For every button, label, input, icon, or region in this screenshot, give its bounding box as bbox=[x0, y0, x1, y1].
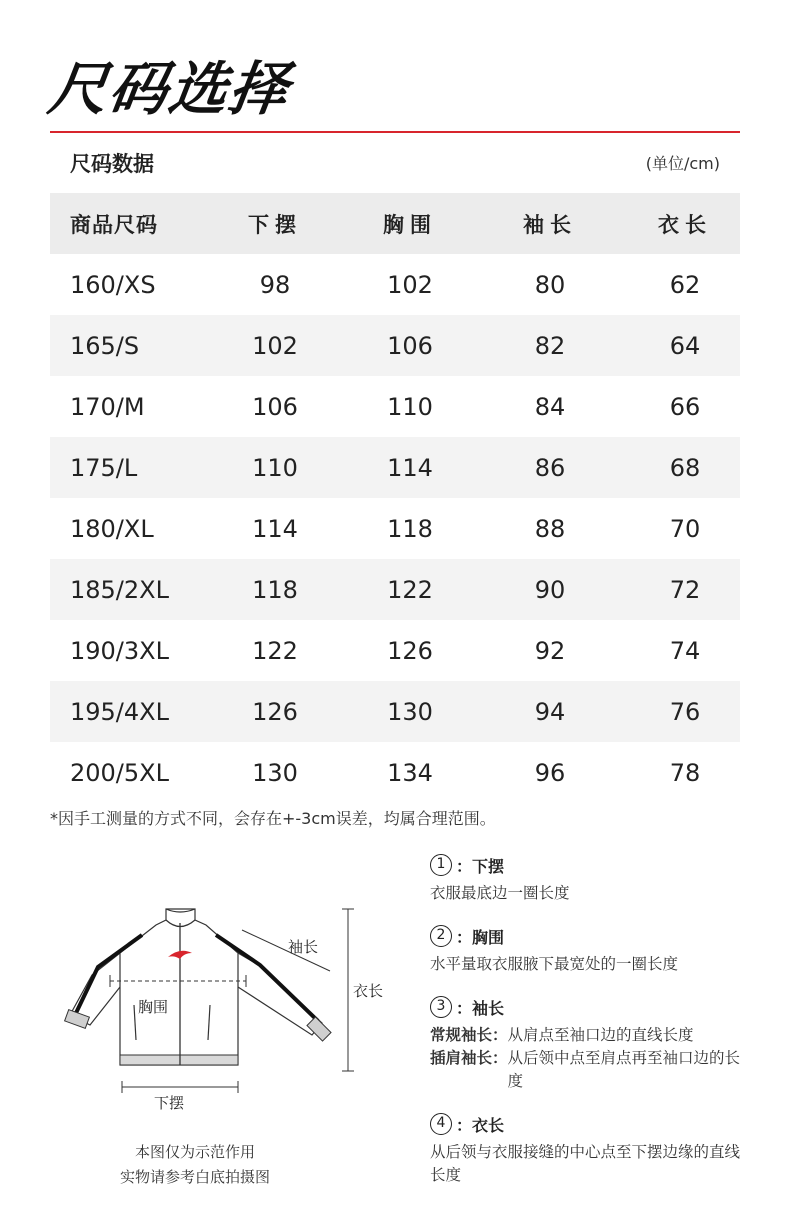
cell-size: 195/4XL bbox=[70, 697, 169, 726]
cell-sleeve: 86 bbox=[534, 453, 566, 482]
label-chest: 胸围 bbox=[138, 998, 169, 1016]
cell-sleeve: 96 bbox=[534, 758, 566, 787]
legend-item-hem bbox=[430, 852, 750, 905]
table-row bbox=[50, 559, 740, 620]
header-size: 商品尺码 bbox=[70, 212, 158, 237]
cell-chest: 106 bbox=[387, 331, 433, 360]
cell-size: 175/L bbox=[70, 453, 138, 482]
cell-hem: 102 bbox=[252, 331, 298, 360]
cell-size: 185/2XL bbox=[70, 575, 169, 604]
cell-size: 165/S bbox=[70, 331, 140, 360]
legend-desc: 水平量取衣服腋下最宽处的一圈长度 bbox=[430, 955, 679, 973]
measurement-legend bbox=[430, 852, 750, 1205]
table-row bbox=[50, 681, 740, 742]
left-cuff bbox=[65, 1010, 90, 1029]
cell-chest: 114 bbox=[387, 453, 433, 482]
cell-length: 78 bbox=[669, 758, 701, 787]
cell-hem: 98 bbox=[259, 270, 291, 299]
legend-desc: 衣服最底边一圈长度 bbox=[430, 884, 570, 902]
header-length: 衣长 bbox=[658, 212, 712, 237]
cell-hem: 122 bbox=[252, 636, 298, 665]
legend-item-length bbox=[430, 1111, 750, 1187]
cell-chest: 102 bbox=[387, 270, 433, 299]
table-row bbox=[50, 376, 740, 437]
cell-sleeve: 88 bbox=[534, 514, 566, 543]
subline-value: 从后领中点至肩点再至袖口边的长度 bbox=[507, 1049, 741, 1090]
size-table bbox=[50, 193, 740, 803]
hem-band bbox=[120, 1055, 238, 1065]
legend-subline bbox=[430, 1047, 750, 1093]
cell-length: 62 bbox=[669, 270, 701, 299]
section-title: 尺码数据 bbox=[70, 152, 154, 176]
cell-sleeve: 82 bbox=[534, 331, 566, 360]
subline-value: 从肩点至袖口边的直线长度 bbox=[507, 1026, 694, 1044]
brand-logo bbox=[168, 951, 192, 959]
unit-label: (单位/cm) bbox=[645, 154, 720, 173]
cell-hem: 110 bbox=[252, 453, 298, 482]
legend-title: ：胸围 bbox=[456, 927, 505, 947]
cell-sleeve: 92 bbox=[534, 636, 566, 665]
jacket-diagram bbox=[50, 895, 400, 1120]
measurement-note: *因手工测量的方式不同，会存在+-3cm误差，均属合理范围。 bbox=[50, 809, 496, 828]
table-row bbox=[50, 620, 740, 681]
cell-size: 190/3XL bbox=[70, 636, 169, 665]
cell-hem: 126 bbox=[252, 697, 298, 726]
table-header bbox=[50, 193, 740, 254]
legend-subline bbox=[430, 1024, 750, 1047]
table-row bbox=[50, 315, 740, 376]
number-badge: 2 bbox=[430, 925, 452, 947]
cell-length: 64 bbox=[669, 331, 701, 360]
legend-desc: 从后领与衣服接缝的中心点至下摆边缘的直线长度 bbox=[430, 1143, 741, 1184]
cell-sleeve: 94 bbox=[534, 697, 566, 726]
legend-item-sleeve bbox=[430, 994, 750, 1093]
cell-size: 160/XS bbox=[70, 270, 156, 299]
table-row bbox=[50, 254, 740, 315]
legend-title: ：袖长 bbox=[456, 998, 505, 1018]
header-sleeve: 袖长 bbox=[523, 212, 577, 237]
cell-length: 76 bbox=[669, 697, 701, 726]
number-badge: 3 bbox=[430, 996, 452, 1018]
label-sleeve: 袖长 bbox=[288, 938, 319, 956]
right-cuff bbox=[307, 1017, 331, 1041]
caption-line: 实物请参考白底拍摄图 bbox=[119, 1168, 270, 1186]
cell-hem: 106 bbox=[252, 392, 298, 421]
header-chest: 胸围 bbox=[383, 212, 437, 237]
table-row bbox=[50, 742, 740, 803]
caption-line: 本图仅为示范作用 bbox=[134, 1143, 255, 1161]
cell-sleeve: 80 bbox=[534, 270, 566, 299]
legend-title: ：下摆 bbox=[456, 856, 505, 876]
number-badge: 1 bbox=[430, 854, 452, 876]
cell-length: 74 bbox=[669, 636, 701, 665]
number-badge: 4 bbox=[430, 1113, 452, 1135]
cell-size: 200/5XL bbox=[70, 758, 169, 787]
header-hem: 下摆 bbox=[248, 212, 302, 237]
table-row bbox=[50, 437, 740, 498]
cell-chest: 126 bbox=[387, 636, 433, 665]
legend-title: ：衣长 bbox=[456, 1115, 505, 1135]
subline-key: 常规袖长： bbox=[430, 1026, 508, 1044]
subline-key: 插肩袖长： bbox=[430, 1049, 508, 1067]
cell-chest: 122 bbox=[387, 575, 433, 604]
diagram-caption bbox=[95, 1140, 295, 1190]
cell-chest: 130 bbox=[387, 697, 433, 726]
cell-chest: 110 bbox=[387, 392, 433, 421]
label-length: 衣长 bbox=[353, 982, 384, 1000]
cell-size: 170/M bbox=[70, 392, 145, 421]
cell-chest: 134 bbox=[387, 758, 433, 787]
cell-size: 180/XL bbox=[70, 514, 154, 543]
title-divider bbox=[50, 131, 740, 133]
cell-length: 66 bbox=[669, 392, 701, 421]
legend-item-chest bbox=[430, 923, 750, 976]
cell-chest: 118 bbox=[387, 514, 433, 543]
label-hem: 下摆 bbox=[154, 1094, 185, 1112]
cell-sleeve: 90 bbox=[534, 575, 566, 604]
cell-length: 68 bbox=[669, 453, 701, 482]
cell-length: 70 bbox=[669, 514, 701, 543]
page-title: 尺码选择 bbox=[44, 55, 295, 123]
cell-hem: 118 bbox=[252, 575, 298, 604]
table-row bbox=[50, 498, 740, 559]
cell-hem: 130 bbox=[252, 758, 298, 787]
cell-hem: 114 bbox=[252, 514, 298, 543]
cell-length: 72 bbox=[669, 575, 701, 604]
cell-sleeve: 84 bbox=[534, 392, 566, 421]
